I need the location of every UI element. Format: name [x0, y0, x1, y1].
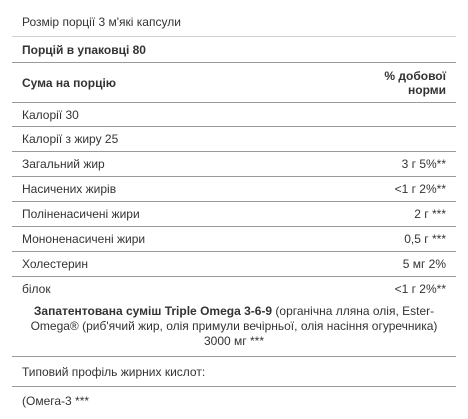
supplement-facts-panel [12, 8, 456, 414]
nutrient-name: Насичених жирів [22, 182, 117, 196]
table-row [12, 201, 456, 226]
daily-value-header [384, 69, 446, 97]
serving-size-row [12, 8, 456, 36]
omega3-row [12, 386, 456, 414]
table-header-row [12, 62, 456, 102]
table-row [12, 251, 456, 276]
table-row [12, 226, 456, 251]
nutrient-amount: 0,5 г *** [404, 232, 446, 246]
calories-from-fat-row [12, 126, 456, 151]
serving-size: Розмір порції 3 м'які капсули [22, 15, 181, 29]
daily-value-header-line2: норми [407, 82, 446, 97]
table-row [12, 176, 456, 201]
blend-title: Запатентована суміш Triple Omega 3-6-9 [33, 304, 273, 318]
nutrient-amount: <1 г 2%** [394, 182, 446, 196]
table-row [12, 276, 456, 301]
nutrient-name: Мононенасичені жири [22, 232, 146, 246]
omega3: (Омега-3 *** [22, 393, 90, 408]
table-row [12, 151, 456, 176]
nutrient-name: білок [22, 282, 51, 296]
calories-from-fat: Калорії з жиру 25 [22, 132, 119, 146]
proprietary-blend [12, 301, 456, 356]
blend-amount: 3000 мг *** [204, 334, 264, 348]
servings-per-container: Порцій в упаковці 80 [22, 42, 146, 57]
calories-row [12, 102, 456, 126]
blend-description-line1: (органічна лляна олія, Ester- [272, 304, 435, 318]
fatty-acid-profile-row [12, 356, 456, 386]
fatty-acid-profile: Типовий профіль жирних кислот: [22, 364, 206, 379]
blend-description-line2: Omega® (риб'ячий жир, олія примули вечірньої, олія насіння огуречника) [30, 319, 438, 333]
nutrient-amount: 2 г *** [414, 207, 446, 221]
nutrient-name: Холестерин [22, 257, 88, 271]
servings-per-container-row [12, 36, 456, 62]
nutrient-amount: 3 г 5%** [401, 157, 446, 171]
nutrient-name: Загальний жир [22, 157, 105, 171]
nutrient-amount: 5 мг 2% [402, 257, 446, 271]
nutrient-amount: <1 г 2%** [394, 282, 446, 296]
calories: Калорії 30 [22, 107, 79, 122]
daily-value-header-line1: % добової [384, 68, 446, 83]
amount-per-serving-header: Сума на порцію [22, 75, 117, 90]
nutrient-name: Поліненасичені жири [22, 207, 140, 221]
